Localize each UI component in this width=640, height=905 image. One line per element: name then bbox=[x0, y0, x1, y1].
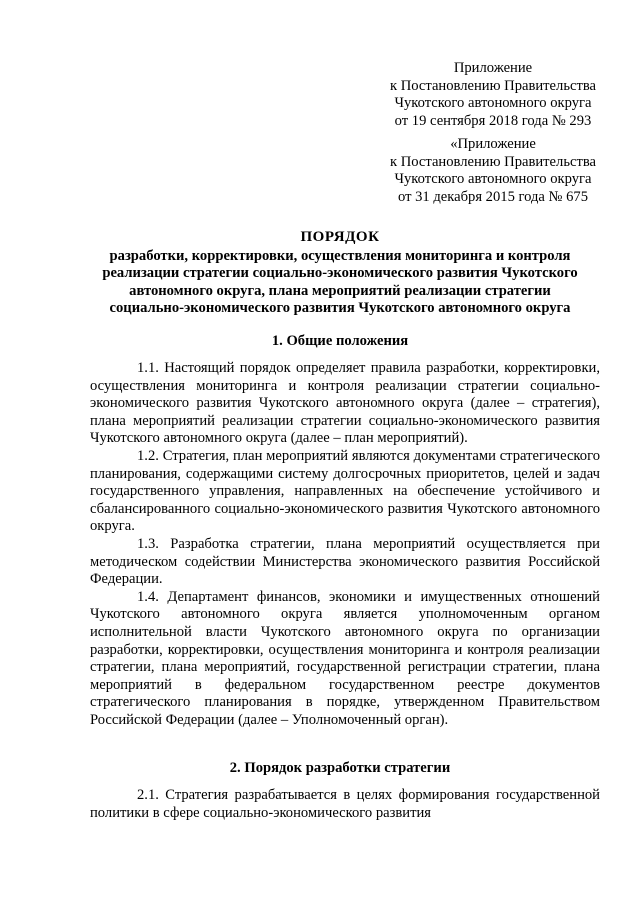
appendix-line: от 19 сентября 2018 года № 293 bbox=[394, 112, 592, 129]
subtitle-line: социально-экономического развития Чукотского автономного округа bbox=[109, 300, 571, 317]
paragraph: 1.2. Стратегия, план мероприятий являются документами стратегического планирования, содержащими систему долгосрочных приоритетов, целей и задач государственного управления, направленных на обеспечение устойчивого и сбалансированного социально-экономического развития Чукотского автономного округа. bbox=[90, 447, 600, 535]
appendix-previous bbox=[388, 136, 598, 206]
appendix-line: к Постановлению Правительства bbox=[389, 77, 597, 94]
subtitle-line: разработки, корректировки, осуществления мониторинга и контроля bbox=[109, 247, 571, 264]
section-1-body bbox=[90, 360, 600, 729]
appendix-line: от 31 декабря 2015 года № 675 bbox=[397, 188, 589, 205]
appendix-line: «Приложение bbox=[450, 136, 536, 152]
document-title bbox=[90, 229, 590, 318]
section-1-heading: 1. Общие положения bbox=[271, 333, 409, 349]
appendix-line: Чукотского автономного округа bbox=[394, 171, 592, 188]
appendix-line: к Постановлению Правительства bbox=[389, 153, 597, 170]
appendix-current bbox=[388, 60, 598, 130]
subtitle-line: автономного округа, плана мероприятий реализации стратегии bbox=[129, 282, 551, 299]
section-2-heading: 2. Порядок разработки стратегии bbox=[229, 760, 451, 776]
paragraph: 2.1. Стратегия разрабатывается в целях формирования государственной политики в сфере социально-экономического развития bbox=[90, 787, 600, 821]
appendix-line: Приложение bbox=[453, 60, 533, 76]
appendix-line: Чукотского автономного округа bbox=[394, 95, 592, 112]
title-main: ПОРЯДОК bbox=[300, 229, 380, 245]
paragraph: 1.4. Департамент финансов, экономики и имущественных отношений Чукотского автономного округа является уполномоченным органом исполнительной власти Чукотского автономного округа по организации разработки, корректировки, осуществления мониторинга и контроля реализации стратегии, плана мероприятий, государственной регистрации стратегии, плана мероприятий в федеральном государственном реестре документов стратегического планирования в порядке, утвержденном Правительством Российской Федерации (далее – Уполномоченный орган). bbox=[90, 588, 600, 728]
paragraph: 1.1. Настоящий порядок определяет правила разработки, корректировки, осуществления мониторинга и контроля реализации стратегии социально-экономического развития Чукотского автономного округа (далее – стратегия), плана мероприятий реализации стратегии социально-экономического развития Чукотского автономного округа (далее – план мероприятий). bbox=[90, 360, 600, 447]
subtitle-line: реализации стратегии социально-экономического развития Чукотского bbox=[102, 265, 578, 282]
title-subtitle bbox=[90, 248, 590, 318]
section-2-body bbox=[90, 787, 600, 822]
paragraph: 1.3. Разработка стратегии, плана мероприятий осуществляется при методическом содействии Министерства экономического развития Российской Федерации. bbox=[90, 535, 600, 588]
